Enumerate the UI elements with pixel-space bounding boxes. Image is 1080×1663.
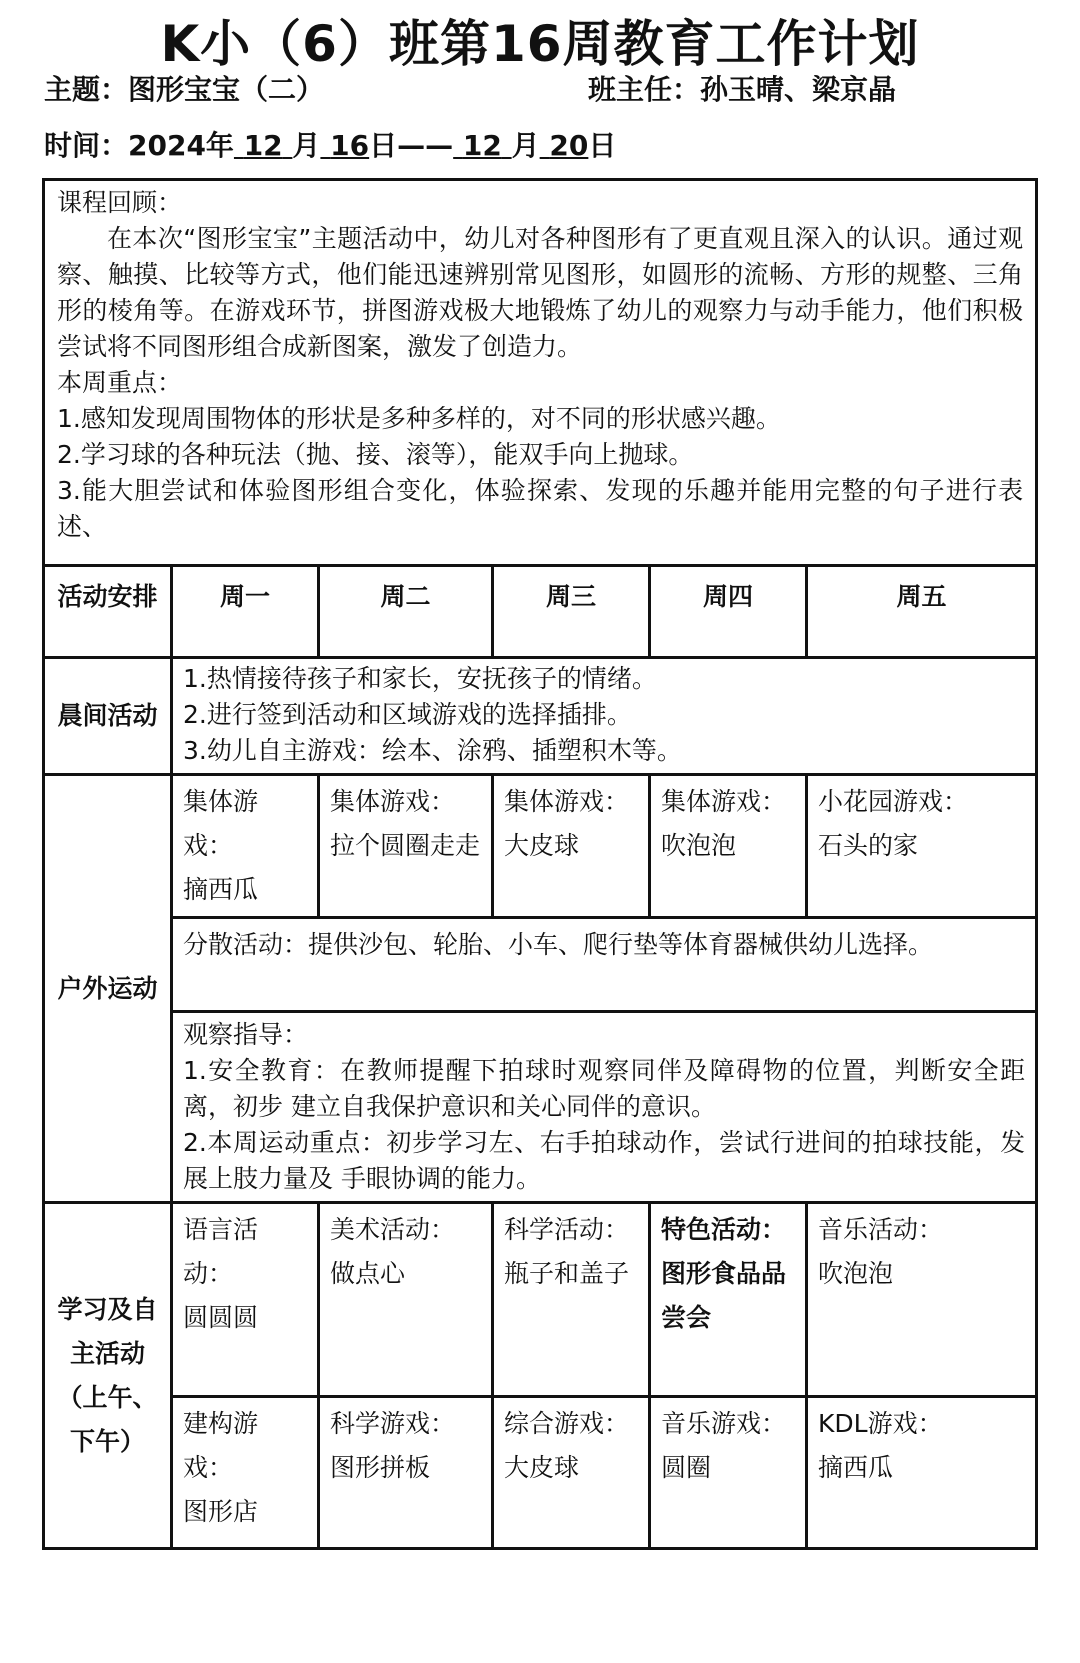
outdoor-game-wednesday: 集体游戏： 大皮球 xyxy=(493,775,650,918)
start-month-word: 月 xyxy=(292,129,321,162)
start-month: 12 xyxy=(243,129,283,162)
learning-tuesday-pm: 科学游戏： 图形拼板 xyxy=(319,1397,493,1549)
day-friday: 周五 xyxy=(807,566,1037,658)
guidance-item: 2.本周运动重点：初步学习左、右手拍球动作，尝试行进间的拍球技能，发展上肢力量及 手眼协调的能力。 xyxy=(183,1128,1026,1193)
guidance-item: 1.安全教育：在教师提醒下拍球时观察同伴及障碍物的位置，判断安全距离，初步 建立自我保护意识和关心同伴的意识。 xyxy=(183,1056,1026,1121)
end-month: 12 xyxy=(462,129,502,162)
focus-item: 3.能大胆尝试和体验图形组合变化，体验探索、发现的乐趣并能用完整的句子进行表述、 xyxy=(57,476,1024,541)
end-day: 20 xyxy=(549,129,589,162)
start-day-word: 日—— xyxy=(369,129,454,162)
outdoor-game-tuesday: 集体游戏： 拉个圆圈走走 xyxy=(319,775,493,918)
theme-text: 主题：图形宝宝（二） xyxy=(44,73,325,106)
day-tuesday: 周二 xyxy=(319,566,493,658)
learning-thursday-am: 特色活动： 图形食品品尝会 xyxy=(650,1203,807,1397)
outdoor-game-monday: 集体游戏： 摘西瓜 xyxy=(172,775,319,918)
teacher-text: 班主任：孙玉晴、梁京晶 xyxy=(588,73,897,106)
time-prefix: 时间：2024年 xyxy=(44,129,234,162)
learning-monday-pm: 建构游戏： 图形店 xyxy=(172,1397,319,1549)
outdoor-game-thursday: 集体游戏： 吹泡泡 xyxy=(650,775,807,918)
day-wednesday: 周三 xyxy=(493,566,650,658)
start-day: 16 xyxy=(330,129,370,162)
morning-item: 1.热情接待孩子和家长，安抚孩子的情绪。 xyxy=(183,664,657,693)
learning-wednesday-am: 科学活动： 瓶子和盖子 xyxy=(493,1203,650,1397)
learning-tuesday-am: 美术活动： 做点心 xyxy=(319,1203,493,1397)
learning-label: 学习及自主活动（上午、下午） xyxy=(44,1203,172,1549)
focus-item: 1.感知发现周围物体的形状是多种多样的，对不同的形状感兴趣。 xyxy=(57,404,781,433)
review-label: 课程回顾： xyxy=(57,188,183,217)
morning-item: 2.进行签到活动和区域游戏的选择插排。 xyxy=(183,700,632,729)
focus-item: 2.学习球的各种玩法（抛、接、滚等），能双手向上抛球。 xyxy=(57,440,694,469)
outdoor-game-friday: 小花园游戏： 石头的家 xyxy=(807,775,1037,918)
review-text: 在本次“图形宝宝”主题活动中，幼儿对各种图形有了更直观且深入的认识。通过观察、触摸、比较等方式，他们能迅速辨别常见图形，如圆形的流畅、方形的规整、三角形的棱角等。在游戏环节，拼图游戏极大地锻炼了幼儿的观察力与动手能力，他们积极尝试将不同图形组合成新图案，激发了创造力。 xyxy=(57,224,1024,361)
learning-friday-am: 音乐活动： 吹泡泡 xyxy=(807,1203,1037,1397)
outdoor-label: 户外运动 xyxy=(44,775,172,1203)
end-day-word: 日 xyxy=(588,129,617,162)
review-section xyxy=(44,180,1037,566)
end-month-word: 月 xyxy=(511,129,540,162)
page-title: K小（6）班第16周教育工作计划 xyxy=(160,15,920,73)
focus-label: 本周重点： xyxy=(57,368,183,397)
morning-label: 晨间活动 xyxy=(44,658,172,775)
free-activity: 分散活动：提供沙包、轮胎、小车、爬行垫等体育器械供幼儿选择。 xyxy=(172,918,1037,1012)
time-line xyxy=(44,124,616,164)
observation-guidance xyxy=(172,1012,1037,1203)
learning-monday-am: 语言活动： 圆圆圆 xyxy=(172,1203,319,1397)
learning-thursday-pm: 音乐游戏： 圆圈 xyxy=(650,1397,807,1549)
learning-wednesday-pm: 综合游戏： 大皮球 xyxy=(493,1397,650,1549)
day-thursday: 周四 xyxy=(650,566,807,658)
activity-header-label: 活动安排 xyxy=(44,566,172,658)
guidance-label: 观察指导： xyxy=(183,1020,309,1049)
plan-table xyxy=(42,178,1038,1550)
day-monday: 周一 xyxy=(172,566,319,658)
learning-friday-pm: KDL游戏： 摘西瓜 xyxy=(807,1397,1037,1549)
morning-item: 3.幼儿自主游戏：绘本、涂鸦、插塑积木等。 xyxy=(183,736,682,765)
morning-activities xyxy=(172,658,1037,775)
